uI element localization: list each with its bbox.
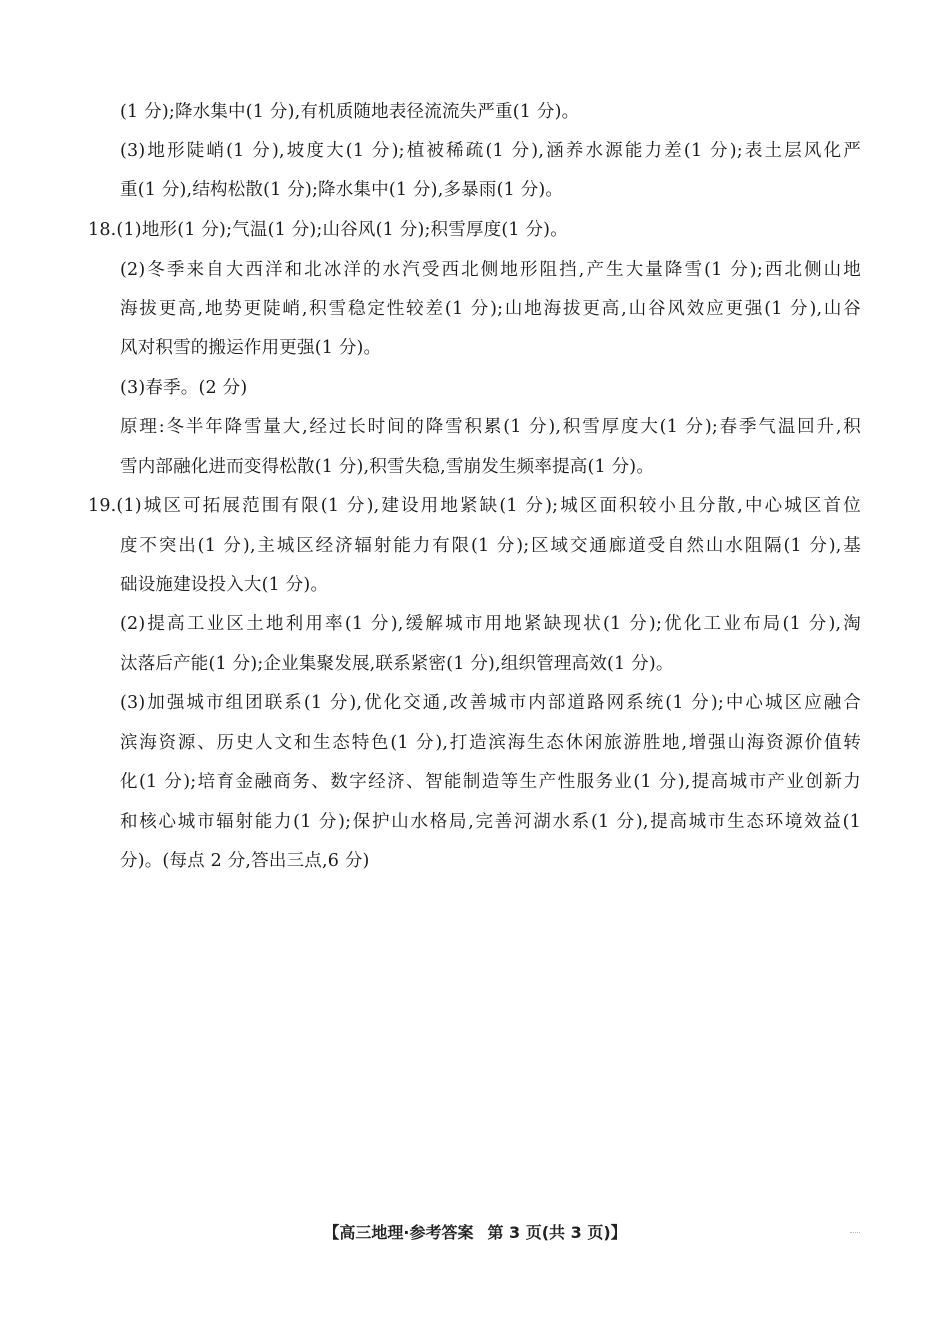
footer-right-bracket: 】 (610, 1223, 627, 1242)
footer-dot: · (403, 1223, 410, 1242)
answer-line: (3)加强城市组团联系(1 分),优化交通,改善城市内部道路网系统(1 分);中心城区应融合 (120, 693, 861, 713)
answer-line: (3)春季。(2 分) (120, 378, 248, 398)
answer-line: 分)。(每点 2 分,答出三点,6 分) (120, 851, 370, 871)
footer-page-number: 第 3 页(共 3 页) (487, 1223, 611, 1242)
answer-line: 化(1 分);培育金融商务、数字经济、智能制造等生产性服务业(1 分),提高城市产业创新力 (120, 772, 861, 792)
answer-line: (2)冬季来自大西洋和北冰洋的水汽受西北侧地形阻挡,产生大量降雪(1 分);西北侧山地 (120, 260, 861, 280)
answer-line: 风对积雪的搬运作用更强(1 分)。 (120, 338, 382, 358)
answer-line: 原理:冬半年降雪量大,经过长时间的降雪积累(1 分),积雪厚度大(1 分);春季气温回升,积 (120, 417, 861, 437)
page-footer (0, 1222, 950, 1244)
answer-line: (2)提高工业区土地利用率(1 分),缓解城市用地紧缺现状(1 分);优化工业布局(1 分),淘 (120, 614, 861, 634)
question-19-part-1: 19.(1)城区可拓展范围有限(1 分),建设用地紧缺(1 分);城区面积较小且分散,中心城区首位 (88, 496, 861, 516)
question-18-part-1: 18.(1)地形(1 分);气温(1 分);山谷风(1 分);积雪厚度(1 分)。 (88, 220, 568, 240)
answer-line: 础设施建设投入大(1 分)。 (120, 575, 329, 595)
answer-line: 海拔更高,地势更陡峭,积雪稳定性较差(1 分);山地海拔更高,山谷风效应更强(1 分),山谷 (120, 299, 861, 319)
answer-line: 雪内部融化进而变得松散(1 分),积雪失稳,雪崩发生频率提高(1 分)。 (120, 457, 655, 477)
answer-line: 汰落后产能(1 分);企业集聚发展,联系紧密(1 分),组织管理高效(1 分)。 (120, 654, 674, 674)
scan-mark (850, 1232, 860, 1235)
answer-line: 滨海资源、历史人文和生态特色(1 分),打造滨海生态休闲旅游胜地,增强山海资源价值转 (120, 733, 861, 753)
answer-line: 重(1 分),结构松散(1 分);降水集中(1 分),多暴雨(1 分)。 (120, 180, 564, 200)
answer-line: (3)地形陡峭(1 分),坡度大(1 分);植被稀疏(1 分),涵养水源能力差(1 分);表土层风化严 (120, 141, 861, 161)
answer-line: 度不突出(1 分),主城区经济辐射能力有限(1 分);区域交通廊道受自然山水阻隔(1 分),基 (120, 536, 861, 556)
footer-course: 高三地理 (339, 1223, 404, 1242)
footer-doc-type: 参考答案 (409, 1223, 474, 1242)
footer-left-bracket: 【 (323, 1223, 340, 1242)
answer-line: (1 分);降水集中(1 分),有机质随地表径流流失严重(1 分)。 (120, 102, 580, 122)
answer-line: 和核心城市辐射能力(1 分);保护山水格局,完善河湖水系(1 分),提高城市生态环境效益(1 (120, 812, 861, 832)
